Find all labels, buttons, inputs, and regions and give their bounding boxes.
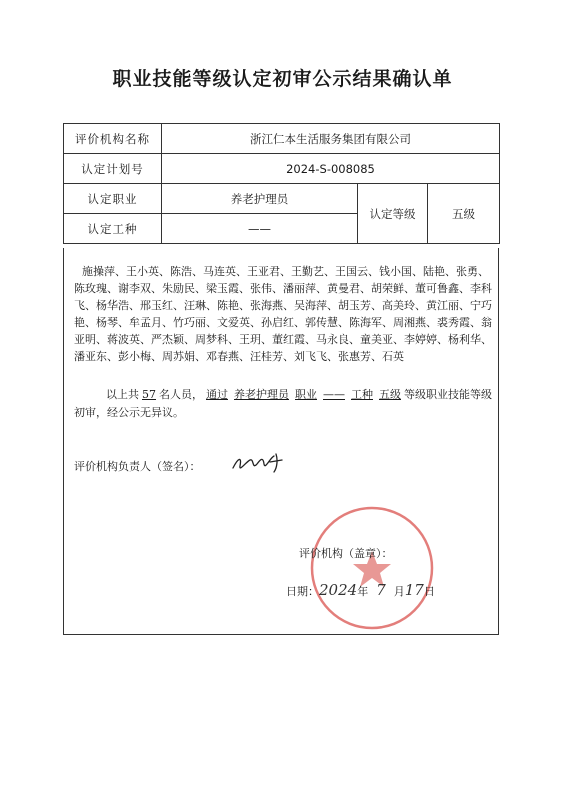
pass-mid: 名人员， xyxy=(159,388,203,401)
pass-level: 五级 xyxy=(379,388,401,401)
info-table xyxy=(63,123,500,244)
pass-job-word: 职业 xyxy=(295,388,317,401)
plan-label: 认定计划号 xyxy=(64,154,162,184)
official-seal-icon xyxy=(307,503,437,633)
type-label: 认定工种 xyxy=(64,214,162,244)
pass-type: —— xyxy=(323,388,345,401)
level-label: 认定等级 xyxy=(358,184,428,244)
pass-statement xyxy=(74,386,494,422)
date-month-word: 月 xyxy=(393,585,405,598)
signature-icon xyxy=(230,450,290,476)
date-month: 7 xyxy=(376,581,386,599)
pass-passed: 通过 xyxy=(206,388,228,401)
date-year: 2024 xyxy=(319,581,358,599)
org-label: 评价机构名称 xyxy=(64,124,162,154)
date-year-word: 年 xyxy=(357,585,369,598)
pass-count: 57 xyxy=(142,388,156,401)
table-row xyxy=(64,184,500,214)
date-day: 17 xyxy=(404,581,424,599)
org-value: 浙江仁本生活服务集团有限公司 xyxy=(162,124,500,154)
pass-type-word: 工种 xyxy=(351,388,373,401)
result-section xyxy=(63,248,499,635)
page-title: 职业技能等级认定初审公示结果确认单 xyxy=(112,68,453,90)
names-list: 施操萍、王小英、陈浩、马连英、王亚君、王勤艺、王国云、钱小国、陆艳、张勇、陈玫瑰、谢李双、朱励民、梁玉霞、张伟、潘丽萍、黄曼君、胡荣鲜、董可鲁鑫、李科飞、杨华浩、邢玉红、汪琳、陈艳、张海燕、吴海萍、胡玉芳、高美玲、黄江丽、宁巧艳、杨琴、牟孟月、竹巧丽、文爱英、孙启红、郭传慧、陈海军、周湘燕、裘秀霞、翁亚明、蒋波英、严杰颖、周梦科、王玥、董红霞、马永良、童美亚、李婷婷、杨利华、潘亚东、彭小梅、周苏娟、邓春燕、汪桂芳、刘飞飞、张惠芳、石英 xyxy=(74,265,492,363)
date-day-word: 日 xyxy=(423,585,435,598)
pass-prefix: 以上共 xyxy=(106,388,139,401)
level-value: 五级 xyxy=(428,184,500,244)
date-label: 日期： xyxy=(286,585,319,598)
job-value: 养老护理员 xyxy=(162,184,358,214)
type-value: —— xyxy=(162,214,358,244)
table-row xyxy=(64,124,500,154)
pass-suffix: 等级职业技能等级初审，经公示无异议。 xyxy=(74,388,492,419)
org-stamp-label: 评价机构（盖章）： xyxy=(299,547,393,560)
signer-label: 评价机构负责人（签名）： xyxy=(74,460,201,473)
plan-value: 2024-S-008085 xyxy=(162,154,500,184)
pass-job: 养老护理员 xyxy=(234,388,289,401)
job-label: 认定职业 xyxy=(64,184,162,214)
date-line xyxy=(286,581,435,599)
table-row xyxy=(64,154,500,184)
